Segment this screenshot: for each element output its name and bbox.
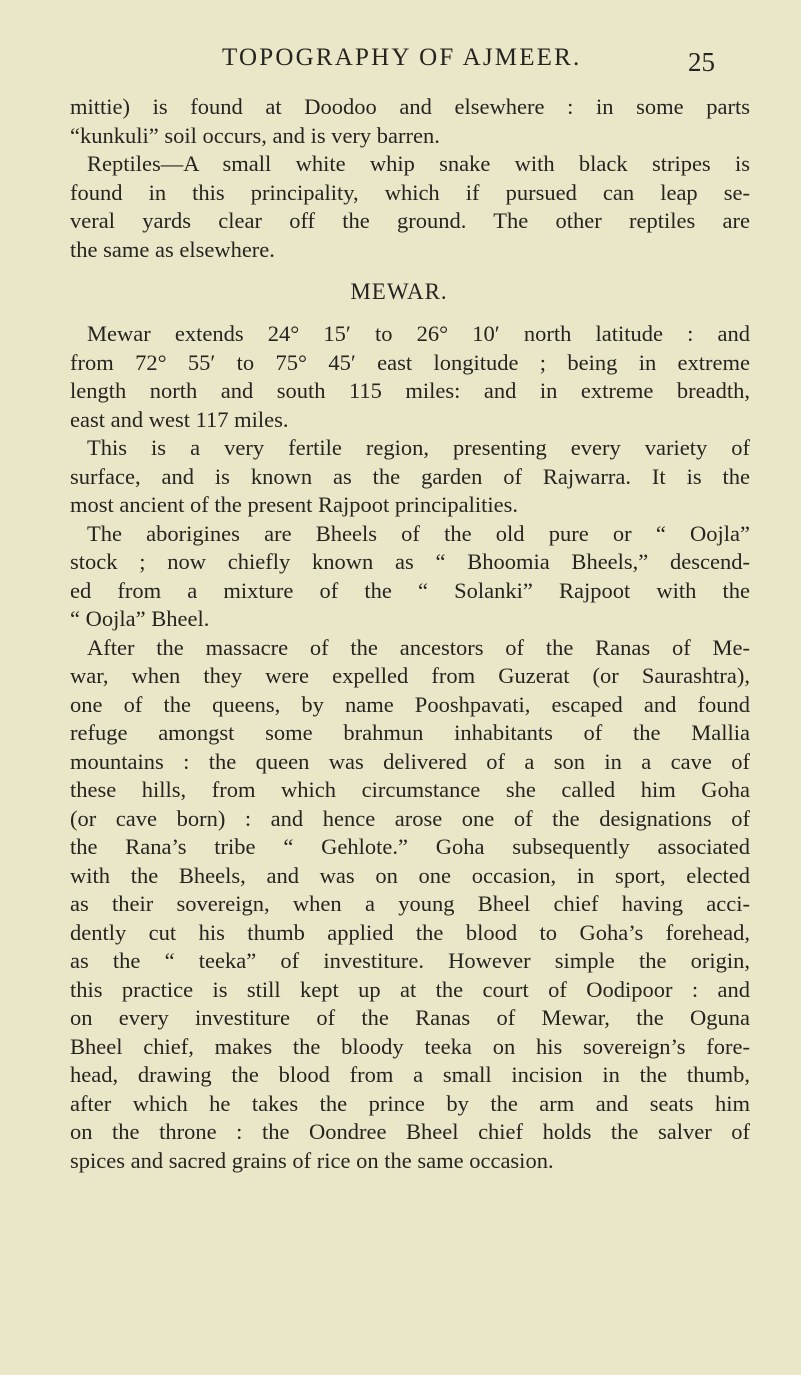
- text-line: ed from a mixture of the “ Solanki” Rajpoot with the: [70, 577, 750, 603]
- text-line: mountains : the queen was delivered of a son in a cave of: [70, 748, 750, 774]
- text-line: length north and south 115 miles: and in extreme breadth,: [70, 378, 750, 403]
- text-line: as the “ teeka” of investiture. However simple the origin,: [70, 948, 750, 973]
- text-line: after which he takes the prince by the arm and seats him: [70, 1090, 750, 1116]
- text-line: these hills, from which circumstance she called him Goha: [70, 777, 750, 802]
- text-line: Bheel chief, makes the bloody teeka on his sovereign’s fore-: [70, 1033, 750, 1059]
- text-line: as their sovereign, when a young Bheel chief having acci-: [70, 891, 750, 916]
- text-line: with the Bheels, and was on one occasion, in sport, elected: [70, 862, 750, 888]
- text-line: surface, and is known as the garden of Rajwarra. It is the: [70, 463, 750, 489]
- page-number: 25: [688, 47, 715, 77]
- section-heading-row: [70, 264, 750, 320]
- text-line: on every investiture of the Ranas of Mewar, the Oguna: [70, 1005, 750, 1030]
- text-line: on the throne : the Oondree Bheel chief holds the salver of: [70, 1119, 750, 1144]
- text-line: the same as elsewhere.: [70, 236, 275, 262]
- text-line: one of the queens, by name Pooshpavati, escaped and found: [70, 691, 750, 717]
- text-line: veral yards clear off the ground. The other reptiles are: [70, 208, 750, 233]
- text-line: dently cut his thumb applied the blood to Goha’s forehead,: [70, 919, 750, 945]
- text-line: spices and sacred grains of rice on the same occasion.: [70, 1147, 554, 1173]
- text-line: This is a very fertile region, presenting every variety of: [87, 435, 750, 460]
- text-line: most ancient of the present Rajpoot principalities.: [70, 492, 519, 517]
- text-line: (or cave born) : and hence arose one of the designations of: [70, 805, 750, 831]
- text-line: stock ; now chiefly known as “ Bhoomia Bheels,” descend-: [70, 549, 750, 574]
- text-line: east and west 117 miles.: [70, 406, 289, 432]
- text-line: the Rana’s tribe “ Gehlote.” Goha subsequently associated: [70, 834, 750, 859]
- text-line: Reptiles—A small white whip snake with black stripes is: [87, 151, 750, 176]
- text-line: this practice is still kept up at the court of Oodipoor : and: [70, 976, 750, 1002]
- text-line: war, when they were expelled from Guzerat (or Saurashtra),: [70, 663, 750, 688]
- page-header: [0, 44, 801, 80]
- text-line: head, drawing the blood from a small incision in the thumb,: [70, 1062, 750, 1087]
- text-line: found in this principality, which if pursued can leap se-: [70, 179, 750, 205]
- running-title: TOPOGRAPHY OF AJMEER.: [222, 44, 582, 71]
- section-heading: MEWAR.: [350, 279, 448, 304]
- text-line: After the massacre of the ancestors of the Ranas of Me-: [87, 634, 750, 660]
- text-line: mittie) is found at Doodoo and elsewhere : in some parts: [70, 94, 750, 119]
- text-line: “ Oojla” Bheel.: [70, 606, 210, 631]
- body-text: [70, 93, 750, 1175]
- text-line: “kunkuli” soil occurs, and is very barren.: [70, 122, 440, 148]
- text-line: Mewar extends 24° 15′ to 26° 10′ north latitude : and: [87, 321, 750, 346]
- text-line: The aborigines are Bheels of the old pure or “ Oojla”: [87, 520, 750, 546]
- text-line: from 72° 55′ to 75° 45′ east longitude ; being in extreme: [70, 349, 750, 375]
- text-line: refuge amongst some brahmun inhabitants of the Mallia: [70, 720, 750, 745]
